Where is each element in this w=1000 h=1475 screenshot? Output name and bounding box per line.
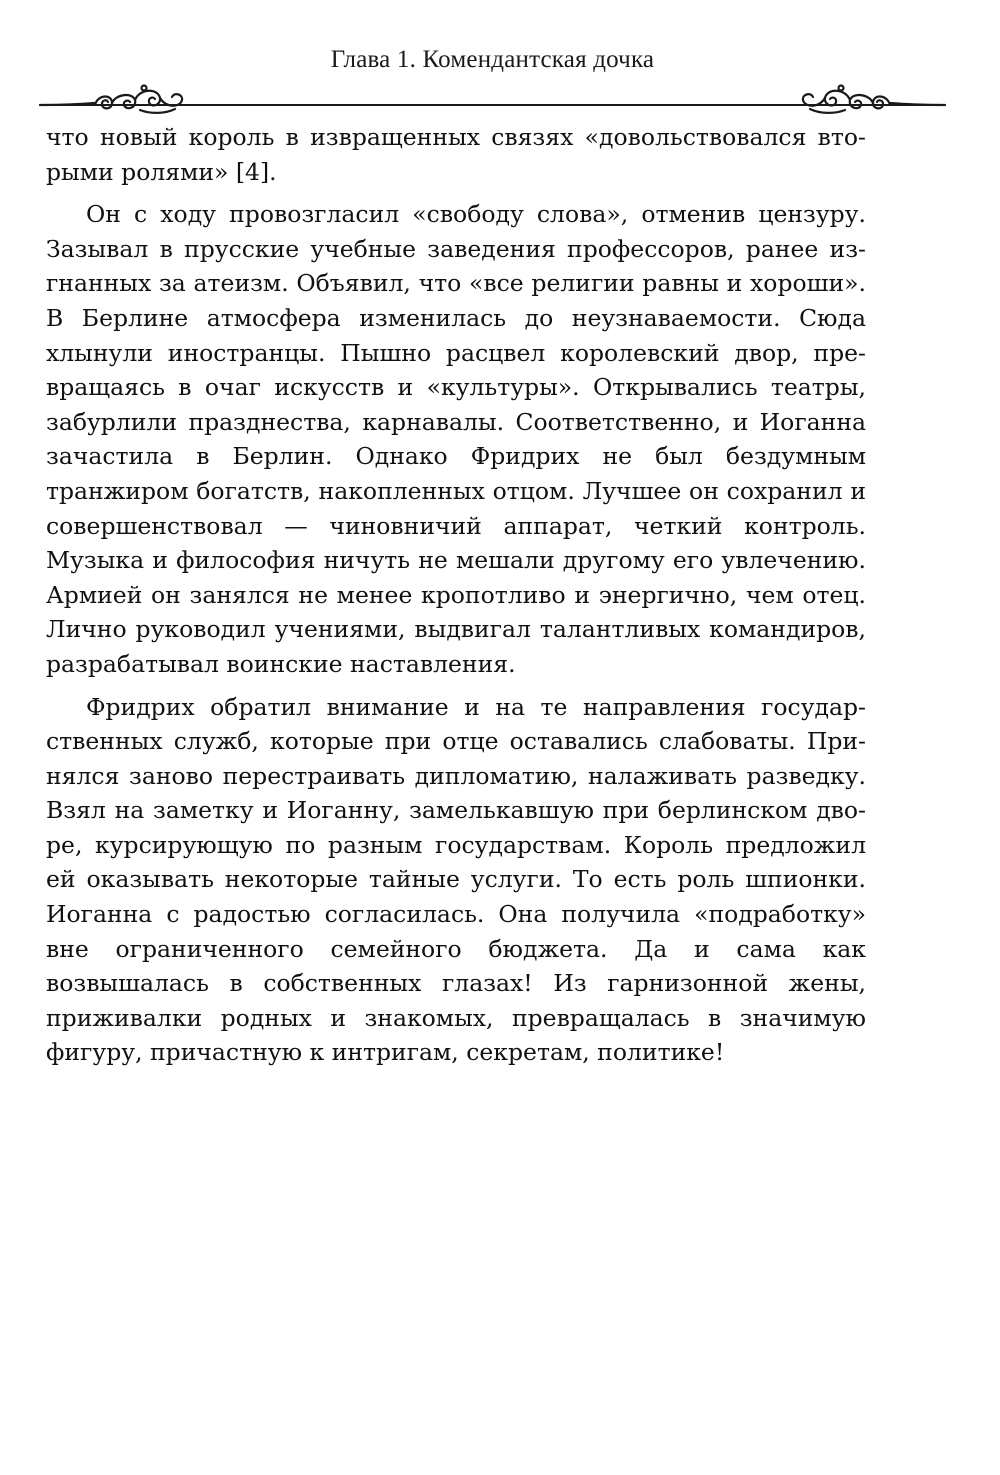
scroll-ornament-left-icon <box>40 86 182 113</box>
paragraph-3: Фридрих обратил внимание и на те направления государственных служб, которые при отце оставались слабоваты. Принялся заново перестраивать дипломатию, налаживать разведку. Взял на заметку и Иоганну, замелькавшую при берлинском дворе, курсирующую по разным государствам. Король предложил ей оказывать некоторые тайные услуги. То есть роль шпионки. Иоганна с радостью согласилась. Она получила «подработку» вне ограниченного семейного бюджета. Да и сама как возвышалась в собственных глазах! Из гарнизонной жены, приживалки родных и знакомых, превращалась в значимую фигуру, причастную к интригам, секретам, политике! <box>46 692 866 1067</box>
header-rule <box>40 84 945 114</box>
chapter-title: Глава 1. Комендантская дочка <box>330 46 655 73</box>
paragraph-2: Он с ходу провозгласил «свободу слова», отменив цензуру. Зазывал в прусские учебные заведения профессоров, ранее изгнанных за атеизм. Объявил, что «все религии равны и хороши». В Берлине атмосфера изменилась до неузнаваемости. Сюда хлынули иностранцы. Пышно расцвел королевский двор, превращаясь в очаг искусств и «культуры». Открывались театры, забурлили празднества, карнавалы. Соответственно, и Иоганна зачастила в Берлин. Однако Фридрих не был бездумным транжиром богатств, накопленных отцом. Лучшее он сохранил и совершенствовал — чиновничий аппарат, четкий контроль. Музыка и философия ничуть не мешали другому его увлечению. Армией он занялся не менее кропотливо и энергично, чем отец. Лично руководил учениями, выдвигал талантливых командиров, разрабатывал воинские наставления. <box>46 200 866 678</box>
scroll-ornament-right-icon <box>803 86 945 113</box>
body-text <box>46 120 866 1070</box>
running-header <box>40 44 945 104</box>
paragraph-1: что новый король в извращенных связях «довольствовался вторыми ролями» [4]. <box>46 123 866 186</box>
